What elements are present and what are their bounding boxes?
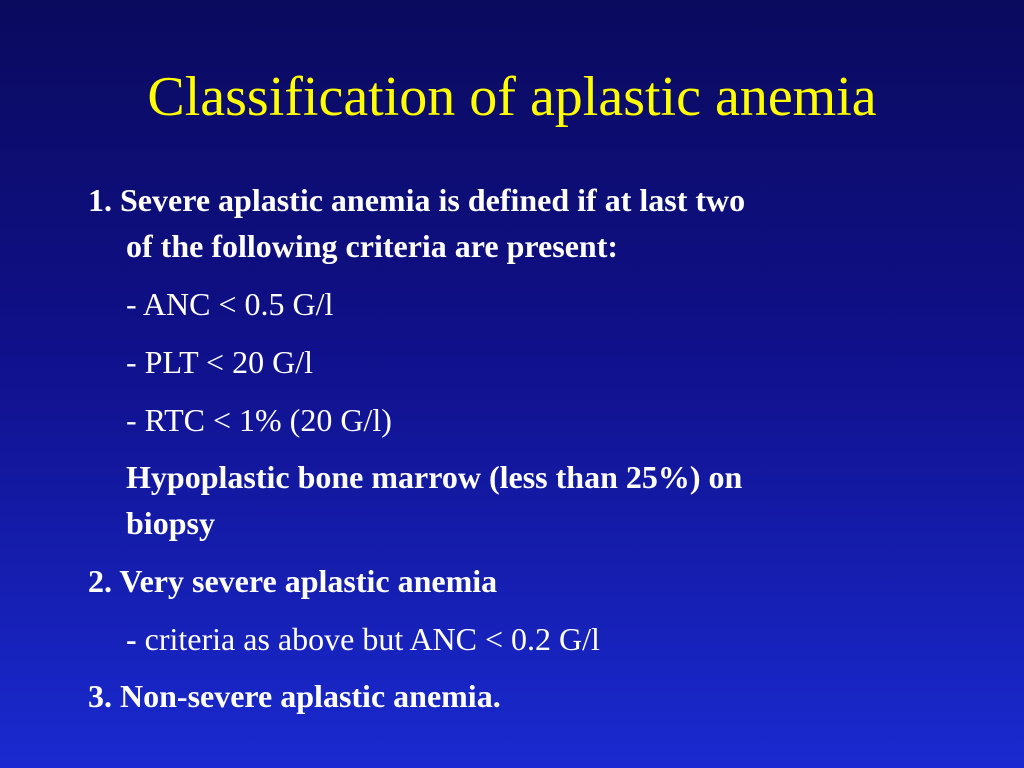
list-number: 3. (88, 678, 112, 714)
criterion-text: - PLT < 20 G/l (126, 344, 313, 380)
criterion-text: - ANC < 0.5 G/l (126, 286, 334, 322)
criterion-rtc (126, 397, 392, 443)
list-text: Very severe aplastic anemia (119, 563, 498, 599)
criterion-bone-marrow (126, 454, 742, 500)
criterion-anc (126, 281, 333, 327)
criterion-text: Hypoplastic bone marrow (less than 25%) on (126, 459, 743, 495)
criterion-text: - RTC < 1% (20 G/l) (126, 402, 392, 438)
list-text: Non-severe aplastic anemia. (120, 678, 501, 714)
list-item-3 (88, 673, 501, 719)
criterion-very-severe (126, 616, 600, 662)
list-item-2 (88, 558, 497, 604)
criterion-dash: - (126, 621, 145, 657)
criterion-bone-marrow-continued (126, 500, 215, 546)
list-text: of the following criteria are present: (126, 228, 619, 264)
criterion-text: criteria as above but ANC < 0.2 G/l (144, 621, 600, 657)
slide-title: Classification of aplastic anemia (147, 66, 877, 128)
list-item-1 (88, 177, 745, 223)
list-text: Severe aplastic anemia is defined if at last two (120, 182, 746, 218)
list-number: 1. (88, 182, 112, 218)
list-number: 2. (88, 563, 112, 599)
criterion-plt (126, 339, 313, 385)
list-item-1-continued (126, 223, 618, 269)
criterion-text: biopsy (126, 505, 215, 541)
